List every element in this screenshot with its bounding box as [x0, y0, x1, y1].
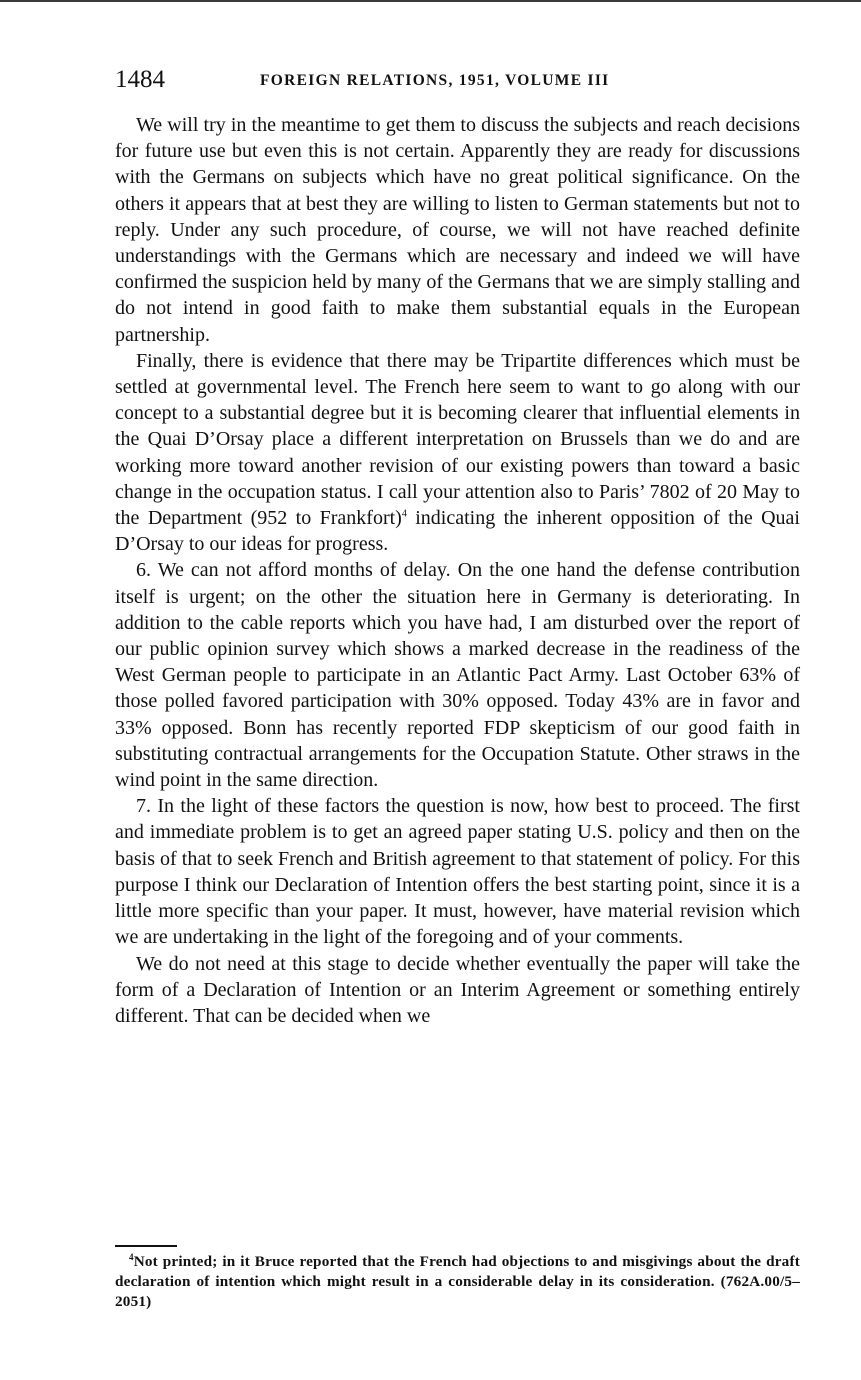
footnote-text: Not printed; in it Bruce reported that the French had objections to and misgivings about the draft declaration of intention which might result in a considerable delay in its consideration. (762A.00/5–2051) [115, 1253, 800, 1310]
page-number: 1484 [115, 66, 165, 93]
footnote [115, 1252, 800, 1312]
paragraph-text: Finally, there is evidence that there may be Tripartite differences which must be settled at governmental level. The French here seem to want to go along with our concept to a substantial degree but it is becoming clearer that influential elements in the Quai D’Orsay place a different interpretation on Brussels than we do and are working more toward another revision of our existing powers than toward a basic change in the occupation status. I call your attention also to Paris’ 7802 of 20 May to the Department (952 to Frankfort) [115, 349, 800, 530]
paragraph-text-continued: indicating the inherent opposition of the Quai D’Orsay to our ideas for progress. [115, 507, 800, 556]
page-header [115, 64, 801, 100]
paragraph: We do not need at this stage to decide whether eventually the paper will take the form of a Declaration of Intention or an Interim Agreement or something entirely different. That can be decided when we [115, 952, 800, 1027]
paragraph: 6. We can not afford months of delay. On the one hand the defense contribution itself is urgent; on the other the situation here in Germany is deteriorating. In addition to the cable reports which you have had, I am disturbed over the report of our public opinion survey which shows a marked decrease in the readiness of the West German people to participate in an Atlantic Pact Army. Last October 63% of those polled favored participation with 30% opposed. Today 43% are in favor and 33% opposed. Bonn has recently reported FDP skepticism of our good faith in substituting contractual arrangements for the Occupation Statute. Other straws in the wind point in the same direction. [115, 559, 800, 792]
footnote-reference[interactable]: 4 [401, 508, 407, 520]
paragraph: We will try in the meantime to get them to discuss the subjects and reach decisions for future use but even this is not certain. Apparently they are ready for discussions with the Germans on subjects which have no great political significance. On the others it appears that at best they are willing to listen to German statements but not to reply. Under any such procedure, of course, we will not have reached definite understandings with the Germans which are necessary and indeed we will have confirmed the suspicion held by many of the Germans that we are simply stalling and do not intend in good faith to make them substantial equals in the European partnership. [115, 114, 800, 346]
footnote-divider [115, 1245, 177, 1247]
body-text [115, 112, 800, 1029]
paragraph: 7. In the light of these factors the question is now, how best to proceed. The first and immediate problem is to get an agreed paper stating U.S. policy and then on the basis of that to seek French and British agreement to that statement of policy. For this purpose I think our Declaration of Intention offers the best starting point, since it is a little more specific than your paper. It must, however, have material revision which we are undertaking in the light of the foregoing and of your comments. [115, 795, 800, 949]
footnote-marker: 4 [129, 1251, 134, 1262]
top-border-rule [0, 0, 861, 2]
running-head: FOREIGN RELATIONS, 1951, VOLUME III [260, 72, 610, 89]
paragraph-with-footnote [115, 348, 800, 558]
